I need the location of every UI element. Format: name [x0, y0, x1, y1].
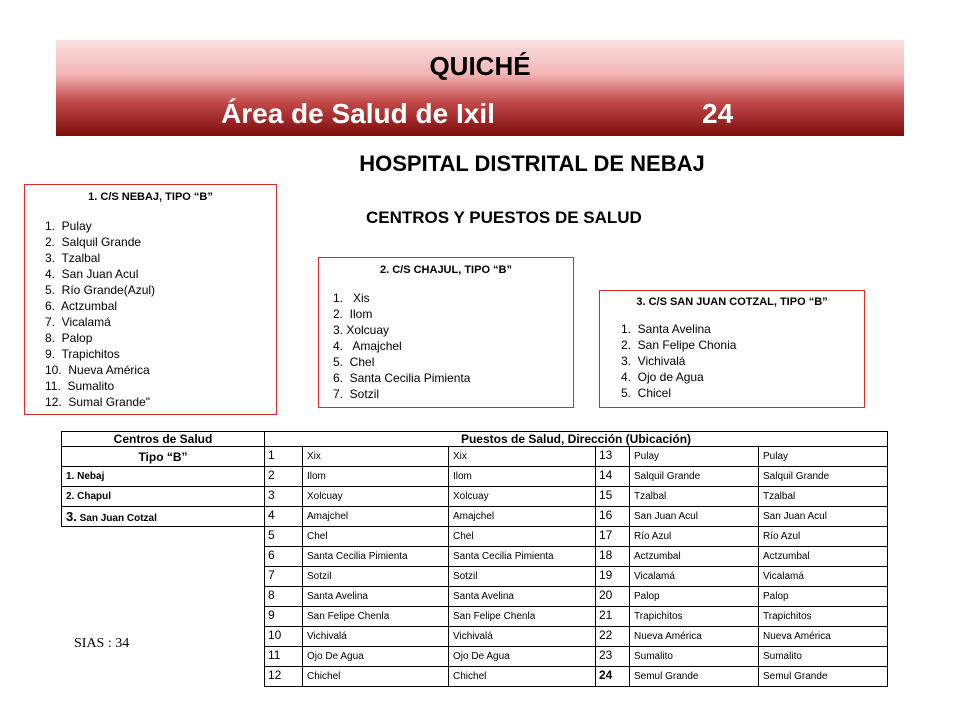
list-item: 2. Salquil Grande: [45, 235, 142, 249]
list-item: 4. San Juan Acul: [45, 267, 139, 281]
puesto-location: Sotzil: [449, 567, 596, 587]
row-number: 1: [265, 447, 303, 467]
puesto-location: Palop: [759, 587, 888, 607]
list-item: 10. Nueva América: [45, 363, 150, 377]
puesto-location: Xix: [449, 447, 596, 467]
puesto-location: Santa Cecilia Pimienta: [449, 547, 596, 567]
puesto-name: Chichel: [303, 667, 449, 687]
puesto-location: San Juan Acul: [759, 507, 888, 527]
puesto-location: Pulay: [759, 447, 888, 467]
row-number: 7: [265, 567, 303, 587]
centro-number: 3.: [66, 509, 77, 524]
list-item: 5. Río Grande(Azul): [45, 283, 156, 297]
list-item: 7. Sotzil: [333, 387, 380, 401]
header-centros: Centros de Salud: [62, 432, 265, 447]
list-item: 2. San Felipe Chonia: [621, 338, 737, 352]
puesto-location: Amajchel: [449, 507, 596, 527]
centro-cotzal-box: [599, 290, 865, 408]
row-number: 8: [265, 587, 303, 607]
puesto-name: Xolcuay: [303, 487, 449, 507]
centro-chajul-box: [318, 257, 574, 408]
empty-cell: [62, 587, 265, 607]
row-number: 18: [596, 547, 630, 567]
title-banner: [56, 40, 904, 136]
list-item: 9. Trapichitos: [45, 347, 120, 361]
table-row: [62, 627, 888, 647]
list-item: 4. Amajchel: [333, 339, 402, 353]
list-item: 3. Tzalbal: [45, 251, 101, 265]
empty-cell: [62, 527, 265, 547]
table-row: [62, 547, 888, 567]
row-number: 15: [596, 487, 630, 507]
list-item: 1. Xis: [333, 291, 370, 305]
puestos-list: [333, 290, 470, 402]
box-title: 2. C/S CHAJUL, TIPO “B”: [379, 264, 513, 276]
department-title: QUICHÉ: [429, 51, 531, 81]
footer-label: SIAS : 34: [74, 636, 130, 651]
empty-cell: [62, 567, 265, 587]
row-number: 12: [265, 667, 303, 687]
row-number: 5: [265, 527, 303, 547]
list-item: 6. Santa Cecilia Pimienta: [333, 371, 471, 385]
row-number: 20: [596, 587, 630, 607]
row-number: 24: [596, 667, 630, 687]
puesto-name: Sotzil: [303, 567, 449, 587]
row-number: 19: [596, 567, 630, 587]
area-number: 24: [702, 98, 734, 129]
list-item: 7. Vicalamá: [45, 315, 111, 329]
area-title: Área de Salud de Ixil: [221, 98, 495, 129]
box-title: 3. C/S SAN JUAN COTZAL, TIPO “B”: [636, 296, 828, 308]
empty-cell: [62, 547, 265, 567]
list-item: 8. Palop: [45, 331, 93, 345]
puesto-name: Sumalito: [630, 647, 759, 667]
table-row: [62, 587, 888, 607]
puesto-name: Amajchel: [303, 507, 449, 527]
puesto-name: Santa Cecilia Pimienta: [303, 547, 449, 567]
puesto-name: Ojo De Agua: [303, 647, 449, 667]
tipo-cell: Tipo “B”: [62, 447, 265, 467]
table-row: [62, 467, 888, 487]
puesto-location: Semul Grande: [759, 667, 888, 687]
puesto-location: Ilom: [449, 467, 596, 487]
box-title: 1. C/S NEBAJ, TIPO “B”: [88, 191, 213, 203]
row-number: 17: [596, 527, 630, 547]
table-row: [62, 647, 888, 667]
centros-title: CENTROS Y PUESTOS DE SALUD: [366, 208, 642, 227]
puesto-location: Chel: [449, 527, 596, 547]
table-row: [62, 607, 888, 627]
row-number: 9: [265, 607, 303, 627]
puesto-name: Río Azul: [630, 527, 759, 547]
puesto-location: Santa Avelina: [449, 587, 596, 607]
centro-cell: 1. Nebaj: [62, 467, 265, 487]
puesto-name: Santa Avelina: [303, 587, 449, 607]
empty-cell: [62, 667, 265, 687]
puesto-name: San Juan Acul: [630, 507, 759, 527]
puesto-name: Pulay: [630, 447, 759, 467]
puestos-list: [45, 218, 155, 410]
puesto-location: Sumalito: [759, 647, 888, 667]
puesto-name: Actzumbal: [630, 547, 759, 567]
puesto-name: San Felipe Chenla: [303, 607, 449, 627]
puesto-name: Xix: [303, 447, 449, 467]
empty-cell: [62, 607, 265, 627]
hospital-title: HOSPITAL DISTRITAL DE NEBAJ: [359, 151, 705, 176]
row-number: 3: [265, 487, 303, 507]
puesto-location: San Felipe Chenla: [449, 607, 596, 627]
row-number: 2: [265, 467, 303, 487]
table-row: [62, 447, 888, 467]
table-row: [62, 507, 888, 527]
list-item: 3. Vichivalá: [621, 354, 686, 368]
table-row: [62, 527, 888, 547]
list-item: 11. Sumalito: [45, 379, 115, 393]
list-item: 2. Ilom: [333, 307, 373, 321]
puesto-name: Vicalamá: [630, 567, 759, 587]
puesto-name: Vichivalá: [303, 627, 449, 647]
puesto-name: Tzalbal: [630, 487, 759, 507]
puesto-location: Nueva América: [759, 627, 888, 647]
row-number: 23: [596, 647, 630, 667]
row-number: 21: [596, 607, 630, 627]
header-puestos: Puestos de Salud, Dirección (Ubicación): [265, 432, 888, 447]
puesto-name: Ilom: [303, 467, 449, 487]
puesto-name: Chel: [303, 527, 449, 547]
row-number: 11: [265, 647, 303, 667]
puesto-location: Río Azul: [759, 527, 888, 547]
centro-cell: [62, 507, 265, 527]
puesto-location: Ojo De Agua: [449, 647, 596, 667]
puestos-table: [61, 431, 888, 687]
row-number: 10: [265, 627, 303, 647]
puesto-location: Chichel: [449, 667, 596, 687]
row-number: 13: [596, 447, 630, 467]
puesto-name: Salquil Grande: [630, 467, 759, 487]
puesto-location: Vicalamá: [759, 567, 888, 587]
centro-name: San Juan Cotzal: [79, 513, 157, 524]
list-item: 5. Chicel: [621, 386, 672, 400]
list-item: 5. Chel: [333, 355, 375, 369]
row-number: 16: [596, 507, 630, 527]
puesto-name: Nueva América: [630, 627, 759, 647]
list-item: 12. Sumal Grande": [45, 395, 150, 409]
table-row: [62, 667, 888, 687]
list-item: 3. Xolcuay: [333, 323, 390, 337]
list-item: 1. Santa Avelina: [621, 322, 711, 336]
centro-nebaj-box: [24, 184, 277, 415]
table-row: [62, 567, 888, 587]
table-row: [62, 487, 888, 507]
puesto-name: Palop: [630, 587, 759, 607]
list-item: 4. Ojo de Agua: [621, 370, 704, 384]
puestos-list: [621, 321, 736, 401]
row-number: 6: [265, 547, 303, 567]
puesto-location: Tzalbal: [759, 487, 888, 507]
centro-cell: 2. Chapul: [62, 487, 265, 507]
row-number: 14: [596, 467, 630, 487]
puesto-location: Trapichitos: [759, 607, 888, 627]
puesto-name: Semul Grande: [630, 667, 759, 687]
puesto-location: Actzumbal: [759, 547, 888, 567]
list-item: 1. Pulay: [45, 219, 92, 233]
list-item: 6. Actzumbal: [45, 299, 118, 313]
puesto-name: Trapichitos: [630, 607, 759, 627]
row-number: 22: [596, 627, 630, 647]
puesto-location: Xolcuay: [449, 487, 596, 507]
puesto-location: Salquil Grande: [759, 467, 888, 487]
puesto-location: Vichivalá: [449, 627, 596, 647]
row-number: 4: [265, 507, 303, 527]
